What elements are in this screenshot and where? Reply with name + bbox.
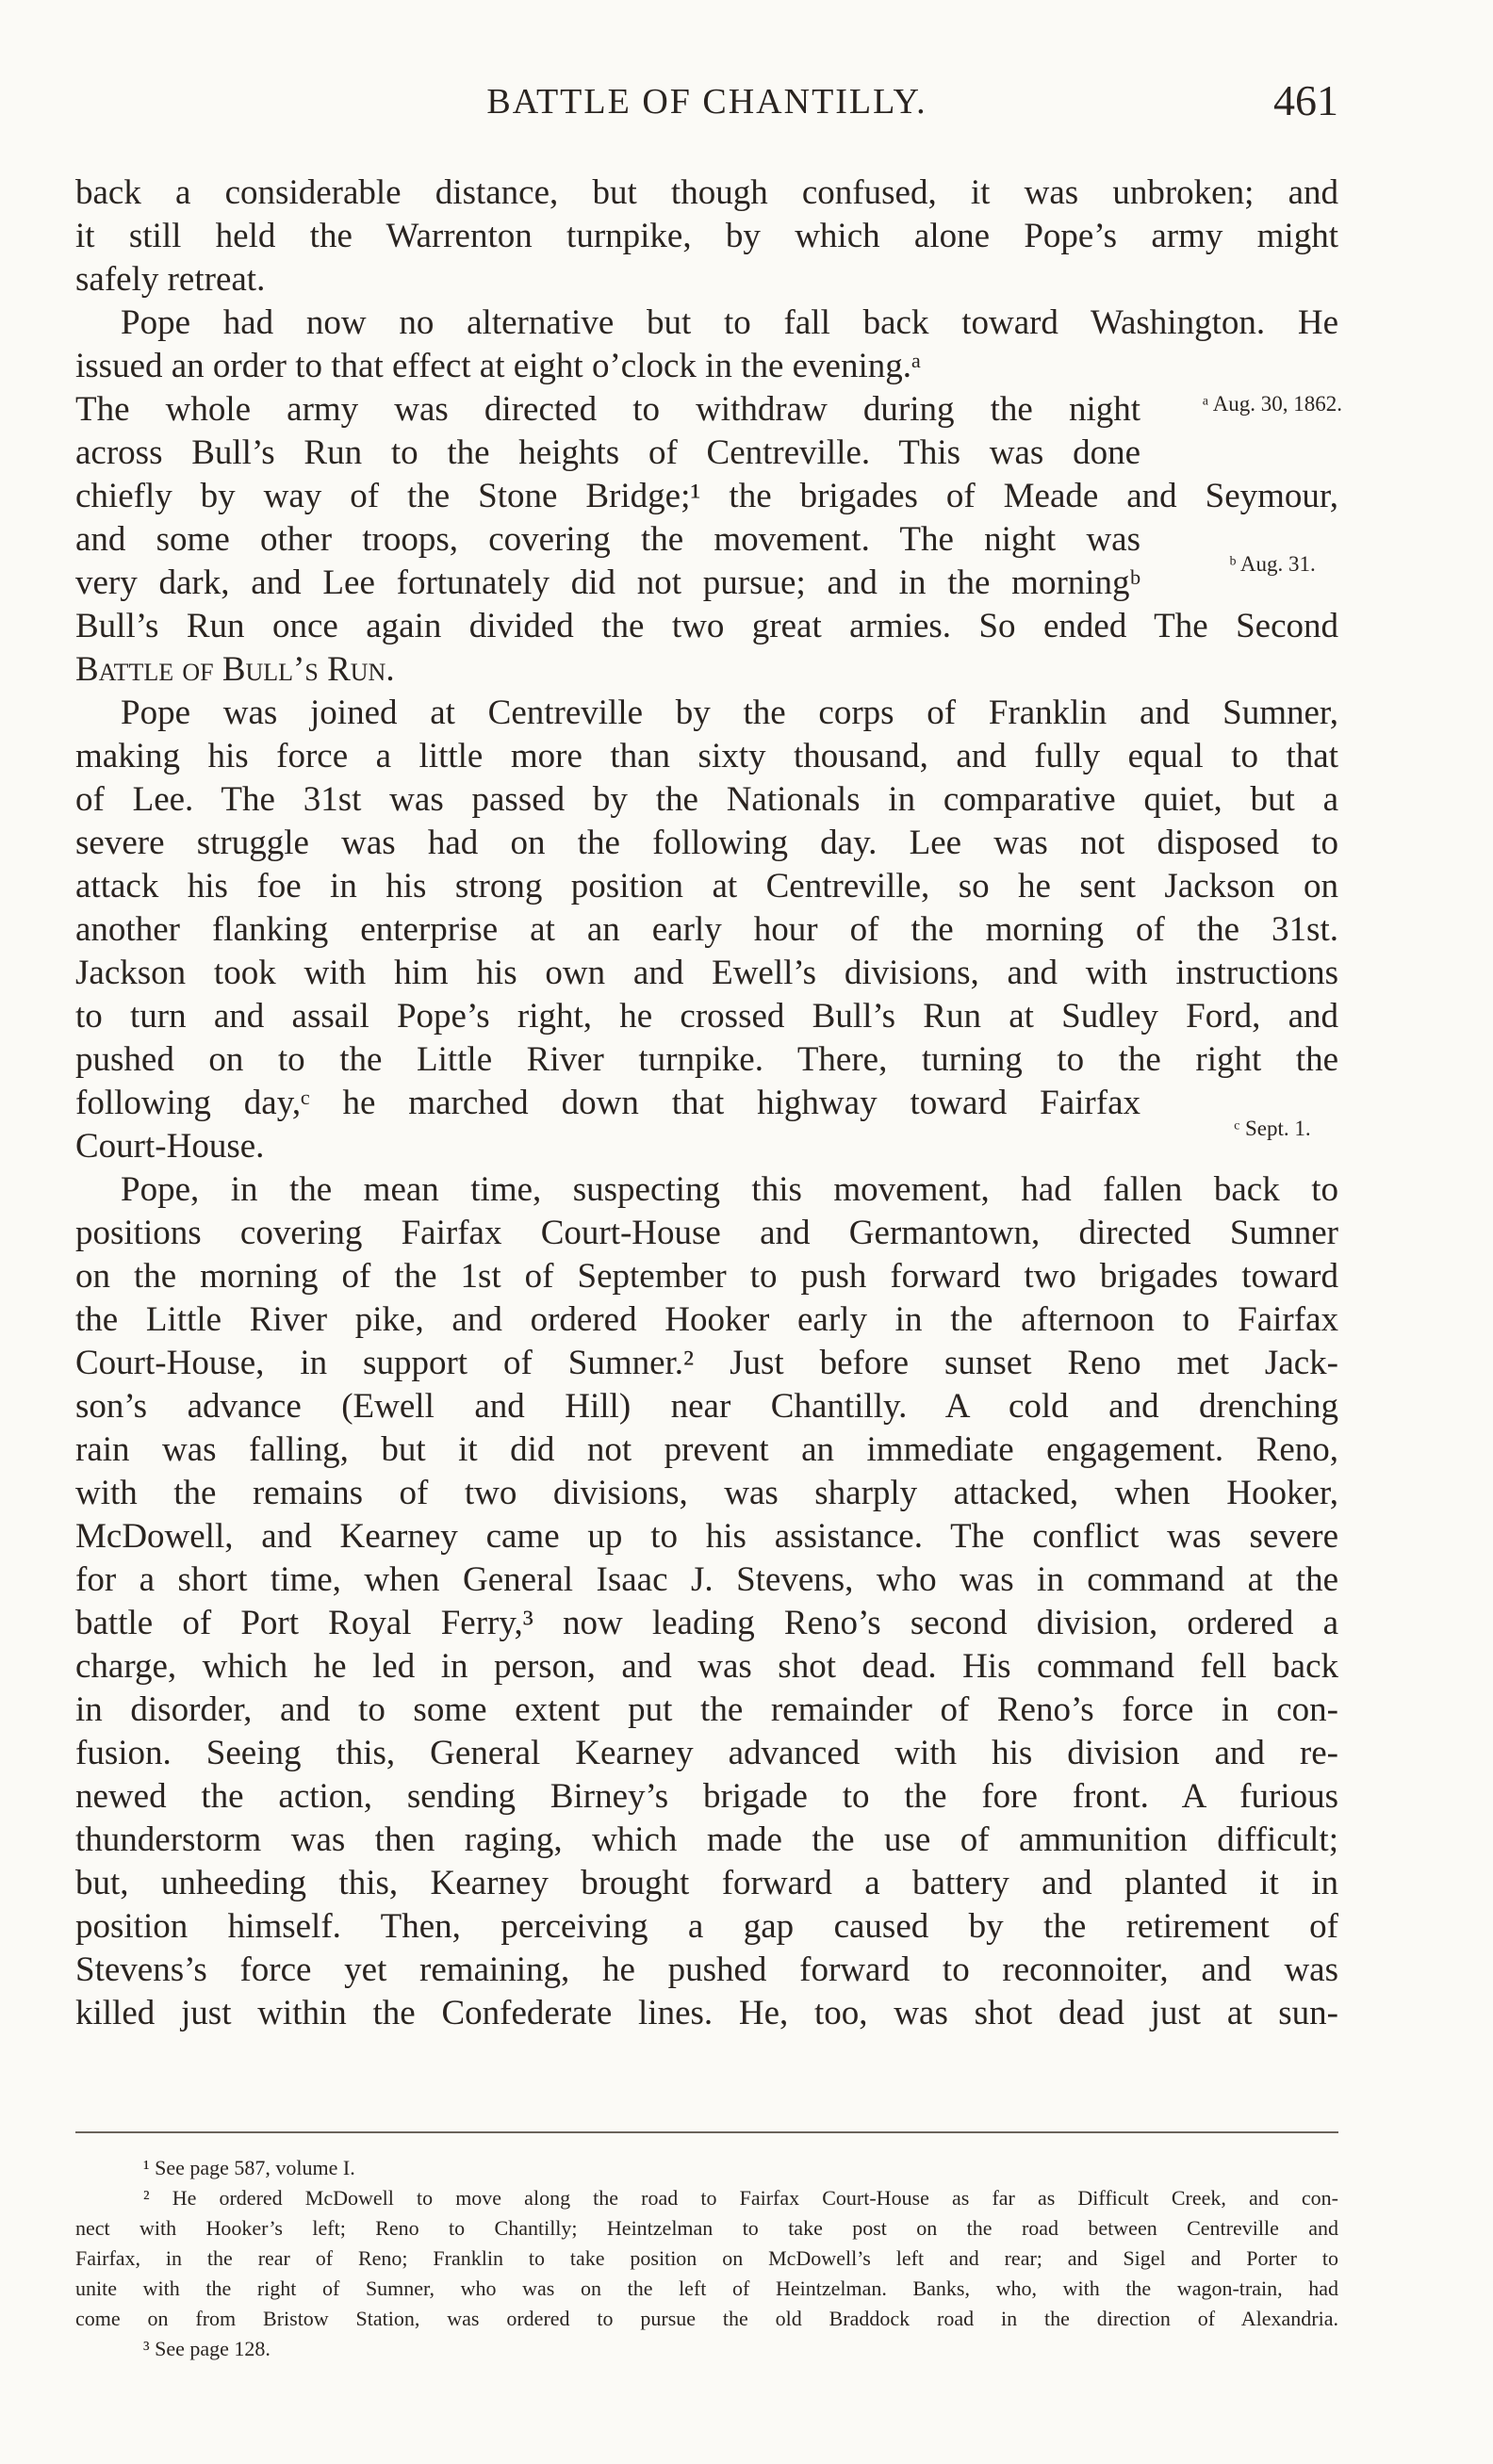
body-line: The whole army was directed to withdraw during the night — [75, 390, 1140, 429]
body-line: to turn and assail Pope’s right, he crossed Bull’s Run at Sudley Ford, and — [75, 997, 1338, 1036]
body-line: safely retreat. — [75, 260, 266, 299]
footnote-line: ¹ See page 587, volume I. — [143, 2156, 355, 2179]
body-line: Court-House, in support of Sumner.² Just before sunset Reno met Jack- — [75, 1344, 1338, 1382]
body-line: position himself. Then, perceiving a gap caused by the retirement of — [75, 1907, 1338, 1946]
running-head: BATTLE OF CHANTILLY. — [486, 82, 927, 122]
body-line: Pope was joined at Centreville by the corps of Franklin and Sumner, — [121, 694, 1338, 732]
footnote-line: come on from Bristow Station, was ordered to pursue the old Braddock road in the direction of Alexandria. — [75, 2307, 1338, 2330]
body-line: and some other troops, covering the movement. The night was — [75, 520, 1140, 559]
margin-date-note: ᵃ Aug. 30, 1862. — [1202, 392, 1343, 416]
body-line: issued an order to that effect at eight o’clock in the evening.ᵃ — [75, 347, 922, 385]
body-line: but, unheeding this, Kearney brought forward a battery and planted it in — [75, 1864, 1338, 1902]
body-line: Court-House. — [75, 1127, 265, 1166]
body-line: McDowell, and Kearney came up to his assistance. The conflict was severe — [75, 1517, 1338, 1556]
body-line: Jackson took with him his own and Ewell’s divisions, and with instructions — [75, 954, 1338, 992]
footnote-line: ³ See page 128. — [143, 2337, 271, 2360]
body-line: back a considerable distance, but though confused, it was unbroken; and — [75, 173, 1338, 212]
body-line: fusion. Seeing this, General Kearney advanced with his division and re- — [75, 1734, 1338, 1772]
body-line: positions covering Fairfax Court-House and Germantown, directed Sumner — [75, 1214, 1338, 1252]
body-line: very dark, and Lee fortunately did not pursue; and in the morningᵇ — [75, 563, 1140, 602]
body-line: making his force a little more than sixty thousand, and fully equal to that — [75, 737, 1338, 775]
footnote-line: Fairfax, in the rear of Reno; Franklin to take position on McDowell’s left and rear; and Sigel and Porter to — [75, 2246, 1338, 2270]
page-number: 461 — [1273, 76, 1338, 124]
body-line: of Lee. The 31st was passed by the Nationals in comparative quiet, but a — [75, 780, 1338, 819]
margin-date-note: ᶜ Sept. 1. — [1234, 1117, 1311, 1140]
footnote-rule — [75, 2131, 1338, 2133]
body-line: Bull’s Run once again divided the two great armies. So ended The Second — [75, 607, 1338, 645]
footnote-line: nect with Hooker’s left; Reno to Chantilly; Heintzelman to take post on the road between Centreville and — [75, 2216, 1338, 2240]
body-line: across Bull’s Run to the heights of Centreville. This was done — [75, 433, 1140, 472]
body-line: rain was falling, but it did not prevent an immediate engagement. Reno, — [75, 1430, 1338, 1469]
body-line: following day,ᶜ he marched down that highway toward Fairfax — [75, 1084, 1140, 1122]
body-line: with the remains of two divisions, was sharply attacked, when Hooker, — [75, 1474, 1338, 1512]
body-line: newed the action, sending Birney’s brigade to the fore front. A furious — [75, 1777, 1338, 1816]
body-line: attack his foe in his strong position at Centreville, so he sent Jackson on — [75, 867, 1338, 906]
body-line: severe struggle was had on the following day. Lee was not disposed to — [75, 824, 1338, 862]
body-line: on the morning of the 1st of September to push forward two brigades toward — [75, 1257, 1338, 1296]
body-line: Stevens’s force yet remaining, he pushed forward to reconnoiter, and was — [75, 1950, 1338, 1989]
body-line: killed just within the Confederate lines. He, too, was shot dead just at sun- — [75, 1994, 1338, 2032]
body-line: son’s advance (Ewell and Hill) near Chantilly. A cold and drenching — [75, 1387, 1338, 1426]
body-line: chiefly by way of the Stone Bridge;¹ the brigades of Meade and Seymour, — [75, 477, 1338, 515]
body-line: charge, which he led in person, and was shot dead. His command fell back — [75, 1647, 1338, 1686]
margin-date-note: ᵇ Aug. 31. — [1229, 552, 1316, 576]
footnote-line: unite with the right of Sumner, who was on the left of Heintzelman. Banks, who, with the wagon-train, had — [75, 2276, 1338, 2300]
body-line: Pope, in the mean time, suspecting this movement, had fallen back to — [121, 1170, 1338, 1209]
body-line: it still held the Warrenton turnpike, by which alone Pope’s army might — [75, 217, 1338, 255]
body-line: the Little River pike, and ordered Hooker early in the afternoon to Fairfax — [75, 1300, 1338, 1339]
footnote-line: ² He ordered McDowell to move along the road to Fairfax Court-House as far as Difficult Creek, and con- — [143, 2186, 1338, 2210]
body-line: Pope had now no alternative but to fall back toward Washington. He — [121, 303, 1338, 342]
body-line: in disorder, and to some extent put the remainder of Reno’s force in con- — [75, 1690, 1338, 1729]
body-line: pushed on to the Little River turnpike. There, turning to the right the — [75, 1040, 1338, 1079]
body-line: thunderstorm was then raging, which made the use of ammunition difficult; — [75, 1820, 1338, 1859]
body-line: Battle of Bull’s Run. — [75, 650, 395, 689]
body-line: another flanking enterprise at an early hour of the morning of the 31st. — [75, 910, 1338, 949]
body-line: battle of Port Royal Ferry,³ now leading Reno’s second division, ordered a — [75, 1604, 1338, 1642]
body-line: for a short time, when General Isaac J. Stevens, who was in command at the — [75, 1560, 1338, 1599]
page-header — [75, 76, 1338, 138]
